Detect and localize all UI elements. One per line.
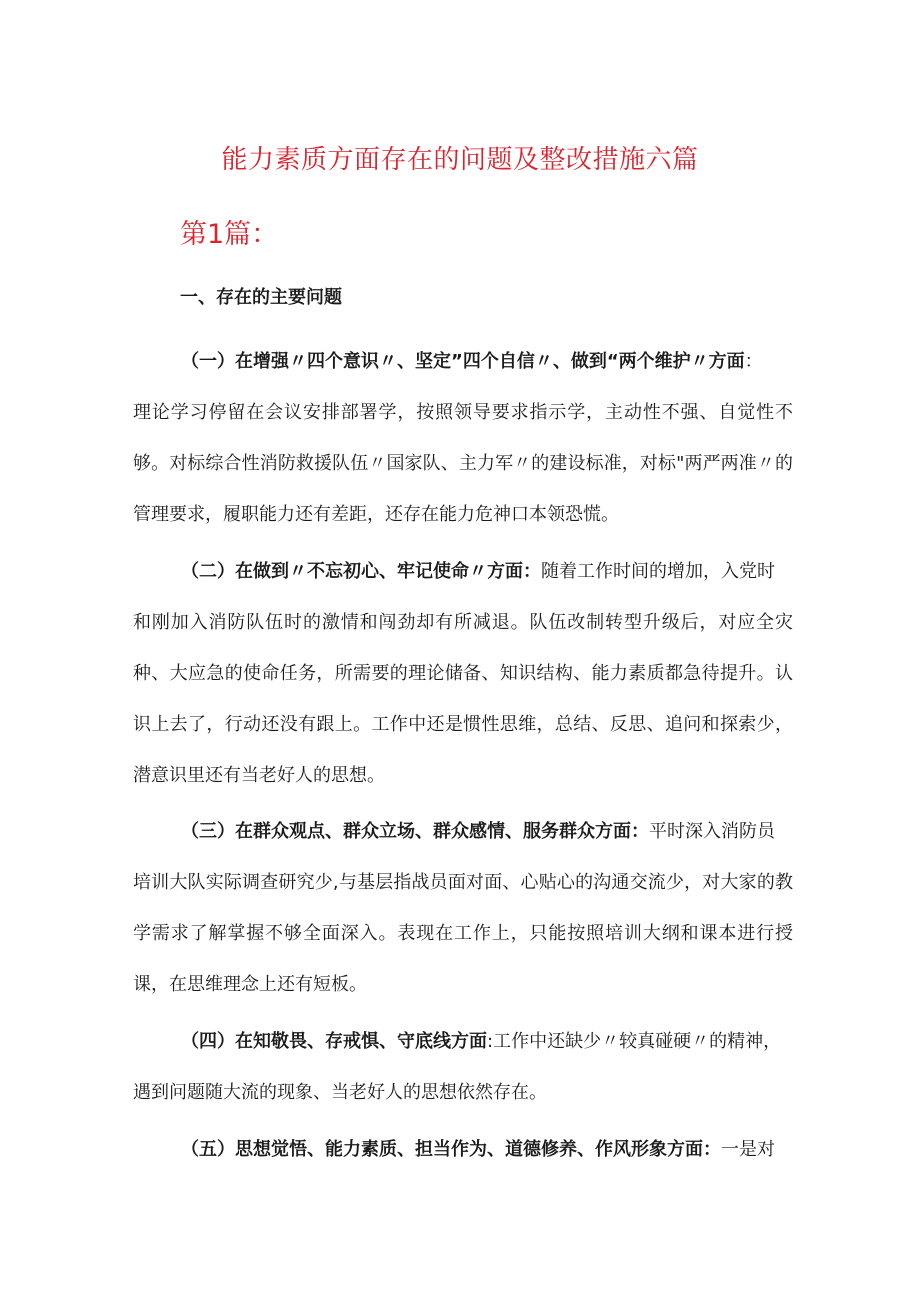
paragraph-1	[133, 336, 793, 540]
paragraph-first-tail: 平时深入消防员	[649, 821, 775, 842]
paragraph-body: 和刚加入消防队伍时的激情和闯劲却有所减退。队伍改制转型升级后，对应全灾种、大应急的使命任务，所需要的理论储备、知识结构、能力素质都急待提升。认识上去了，行动还没有跟上。工作中还是惯性思维，总结、反思、追问和探索少，潜意识里还有当老好人的思想。	[133, 612, 793, 786]
paragraph-first-tail: :工作中还缺少〃较真碰硬〃的精神，	[487, 1031, 782, 1052]
paragraph-first-line	[133, 546, 793, 597]
paragraph-lead: （五）思想觉悟、能力素质、担当作为、道德修养、作风形象方面：	[181, 1139, 721, 1160]
paragraph-2	[133, 546, 793, 801]
section-heading: 一、存在的主要问题	[180, 287, 342, 308]
paragraph-body: 培训大队实际调查研究少,与基层指战员面对面、心贴心的沟通交流少，对大家的教学需求了解掌握不够全面深入。表现在工作上，只能按照培训大纲和课本进行授课，在思维理念上还有短板。	[133, 872, 793, 995]
paragraph-first-tail: 一是对	[721, 1139, 775, 1160]
document-title: 能力素质方面存在的问题及整改措施六篇	[221, 145, 699, 175]
paragraph-3	[133, 806, 793, 1010]
chapter-heading: 第1篇：	[180, 219, 279, 250]
paragraph-lead: （三）在群众观点、群众立场、群众感情、服务群众方面：	[181, 821, 649, 842]
paragraph-4	[133, 1016, 793, 1118]
paragraph-first-line	[133, 806, 793, 857]
paragraph-lead: （一）在增强〃四个意识〃、坚定”四个自信〃、做到“两个维护〃方面	[181, 351, 745, 372]
paragraph-first-tail: ：	[744, 351, 763, 372]
paragraph-first-line	[133, 1016, 793, 1067]
paragraph-lead: （四）在知敬畏、存戒惧、守底线方面	[181, 1031, 487, 1052]
paragraph-body: 理论学习停留在会议安排部署学，按照领导要求指示学，主动性不强、自觉性不够。对标综合性消防救援队伍〃国家队、主力军〃的建设标准，对标"两严两准〃的管理要求，履职能力还有差距，还存在能力危神口本领恐慌。	[133, 402, 793, 525]
paragraph-5	[133, 1124, 793, 1175]
paragraph-first-line	[133, 1124, 793, 1175]
paragraph-body: 遇到问题随大流的现象、当老好人的思想依然存在。	[133, 1082, 547, 1103]
paragraph-first-line	[133, 336, 793, 387]
paragraph-lead: （二）在做到〃不忘初心、牢记使命〃方面：	[181, 561, 541, 582]
paragraph-first-tail: 随着工作时间的增加，入党时	[541, 561, 775, 582]
